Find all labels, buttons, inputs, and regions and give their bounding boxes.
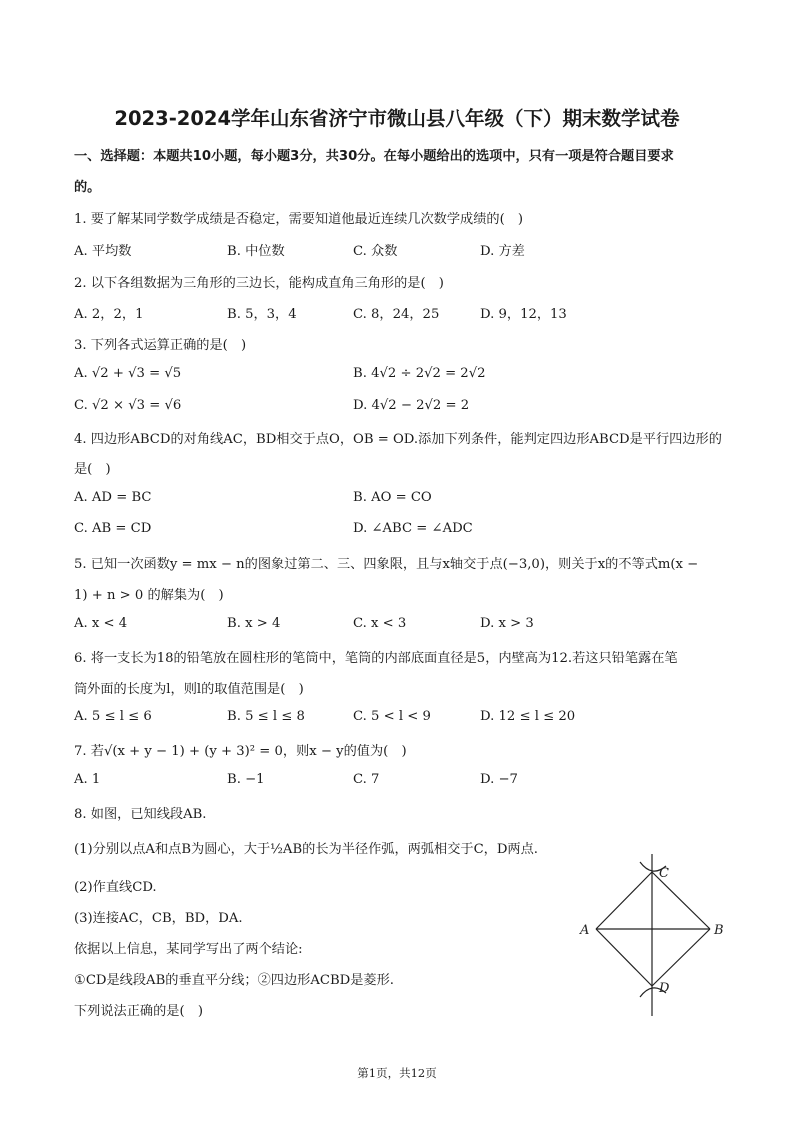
q4-option-c: C. AB = CD: [74, 521, 152, 536]
section-header-line2: 的。: [74, 180, 101, 195]
q6-option-a: A. 5 ≤ l ≤ 6: [74, 709, 152, 724]
label-b: B: [714, 923, 724, 938]
question-7-stem: 7. 若√(x + y − 1) + (y + 3)² = 0，则x − y的值为( ): [74, 744, 407, 759]
q6-option-d: D. 12 ≤ l ≤ 20: [480, 709, 576, 724]
q2-option-b: B. 5，3，4: [227, 307, 297, 322]
question-6-stem-line1: 6. 将一支长为18的铅笔放在圆柱形的笔筒中，笔筒的内部底面直径是5，内壁高为12.若这只铅笔露在笔: [74, 651, 678, 666]
q3-option-b: B. 4√2 ÷ 2√2 = 2√2: [353, 366, 486, 381]
label-d: D: [659, 981, 670, 996]
q2-option-a: A. 2，2，1: [74, 307, 144, 322]
question-8-info: 依据以上信息，某同学写出了两个结论:: [74, 942, 303, 957]
page-title: 2023-2024学年山东省济宁市微山县八年级（下）期末数学试卷: [114, 107, 680, 130]
q4-option-b: B. AO = CO: [353, 490, 432, 505]
label-c: C: [659, 866, 669, 881]
question-8-step-3: (3)连接AC，CB，BD，DA.: [74, 911, 243, 926]
q6-option-c: C. 5 < l < 9: [353, 709, 431, 724]
q2-option-c: C. 8，24，25: [353, 307, 440, 322]
question-8-stem-line1: 8. 如图，已知线段AB.: [74, 807, 207, 822]
question-5-stem-line1: 5. 已知一次函数y = mx − n的图象过第二、三、四象限，且与x轴交于点(−3,0)，则关于x的不等式m(x −: [74, 557, 699, 572]
question-8-conclusions: ①CD是线段AB的垂直平分线；②四边形ACBD是菱形.: [74, 973, 394, 988]
question-6-stem-line2: 筒外面的长度为l，则l的取值范围是( ): [74, 682, 304, 697]
rhombus-construction-figure: [578, 852, 738, 1022]
q6-option-b: B. 5 ≤ l ≤ 8: [227, 709, 305, 724]
question-2-stem: 2. 以下各组数据为三角形的三边长，能构成直角三角形的是( ): [74, 276, 444, 291]
question-8-step-1: (1)分别以点A和点B为圆心，大于½AB的长为半径作弧，两弧相交于C，D两点.: [74, 842, 538, 857]
q7-option-b: B. −1: [227, 772, 265, 787]
q2-option-d: D. 9，12，13: [480, 307, 567, 322]
q3-option-a: A. √2 + √3 = √5: [74, 366, 182, 381]
q7-option-d: D. −7: [480, 772, 518, 787]
q1-option-c: C. 众数: [353, 244, 398, 259]
question-4-stem-line1: 4. 四边形ABCD的对角线AC，BD相交于点O，OB = OD.添加下列条件，能判定四边形ABCD是平行四边形的: [74, 432, 722, 447]
question-3-stem: 3. 下列各式运算正确的是( ): [74, 338, 247, 353]
q4-option-a: A. AD = BC: [74, 490, 152, 505]
q5-option-d: D. x > 3: [480, 616, 534, 631]
segment-da: [596, 929, 652, 986]
q7-option-c: C. 7: [353, 772, 380, 787]
q5-option-c: C. x < 3: [353, 616, 407, 631]
section-header-line1: 一、选择题：本题共10小题，每小题3分，共30分。在每小题给出的选项中，只有一项是符合题目要求: [74, 149, 674, 164]
label-a: A: [580, 923, 590, 938]
page-footer: 第1页，共12页: [357, 1066, 437, 1080]
q1-option-a: A. 平均数: [74, 244, 132, 259]
question-8-prompt: 下列说法正确的是( ): [74, 1004, 203, 1019]
q1-option-d: D. 方差: [480, 244, 525, 259]
question-4-stem-line2: 是( ): [74, 462, 111, 477]
q3-option-c: C. √2 × √3 = √6: [74, 398, 182, 413]
q4-option-d: D. ∠ABC = ∠ADC: [353, 521, 473, 536]
q5-option-b: B. x > 4: [227, 616, 281, 631]
q7-option-a: A. 1: [74, 772, 101, 787]
segment-bd: [652, 929, 710, 986]
question-8-step-2: (2)作直线CD.: [74, 880, 157, 895]
segment-ac: [596, 872, 652, 929]
question-5-stem-line2: 1) + n > 0 的解集为( ): [74, 588, 224, 603]
q5-option-a: A. x < 4: [74, 616, 128, 631]
q3-option-d: D. 4√2 − 2√2 = 2: [353, 398, 470, 413]
q1-option-b: B. 中位数: [227, 244, 285, 259]
question-1-stem: 1. 要了解某同学数学成绩是否稳定，需要知道他最近连续几次数学成绩的( ): [74, 212, 524, 227]
